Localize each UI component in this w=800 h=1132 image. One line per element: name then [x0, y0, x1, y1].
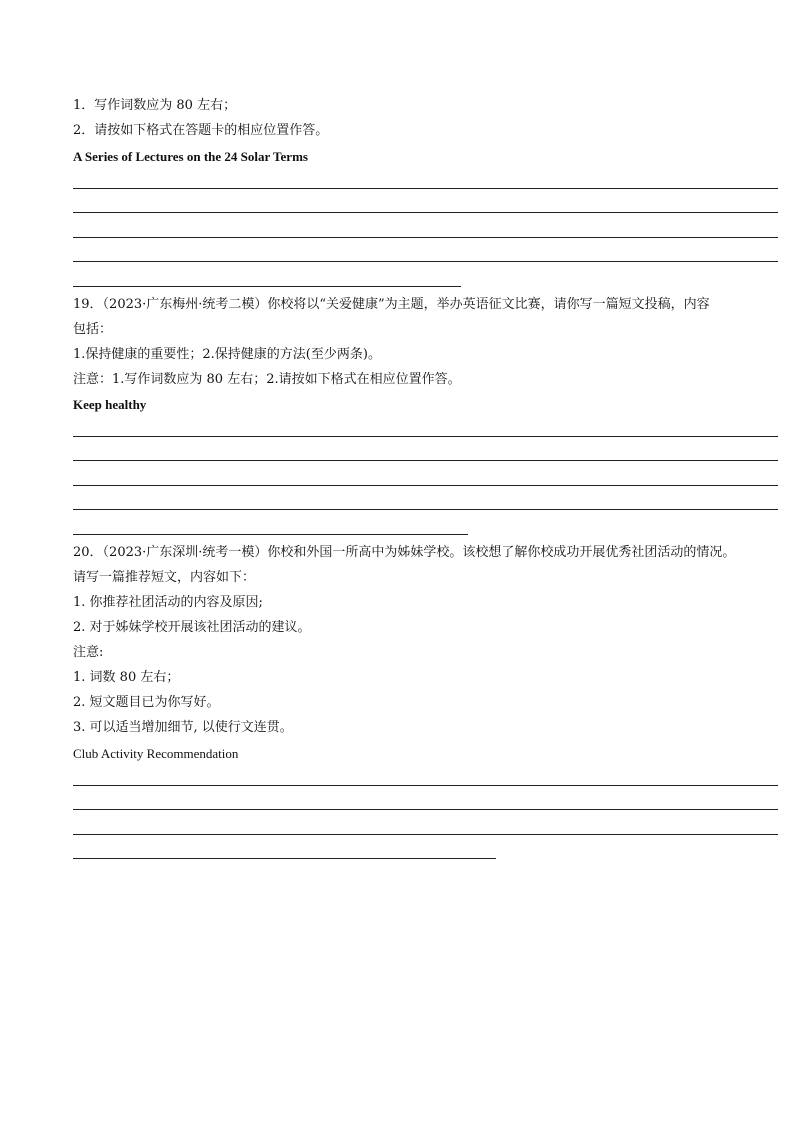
q19-prompt-line-2: 包括：	[73, 322, 113, 337]
essay-title-solar-terms: A Series of Lectures on the 24 Solar Terms	[73, 149, 308, 164]
answer-line	[73, 485, 778, 486]
answer-line-short	[73, 534, 468, 535]
requirement-1: 1．写作词数应为 80 左右；	[73, 98, 237, 113]
q20-prompt-line-1: 20．（2023·广东深圳·统考一模）你校和外国一所高中为姊妹学校。该校想了解你校成功开展优秀社团活动的情况。	[73, 545, 736, 560]
q20-note-label: 注意:	[73, 645, 104, 660]
answer-line	[73, 809, 778, 810]
answer-line	[73, 188, 778, 189]
answer-line	[73, 212, 778, 213]
answer-line	[73, 460, 778, 461]
q20-note-2: 2. 短文题目已为你写好。	[73, 695, 220, 710]
q20-note-3: 3. 可以适当增加细节, 以使行文连贯。	[73, 720, 293, 735]
q20-note-1: 1. 词数 80 左右；	[73, 670, 180, 685]
q20-point-1: 1. 你推荐社团活动的内容及原因;	[73, 595, 263, 610]
answer-line	[73, 834, 778, 835]
essay-title-club-activity: Club Activity Recommendation	[73, 746, 239, 761]
answer-line	[73, 261, 778, 262]
essay-title-keep-healthy: Keep healthy	[73, 397, 147, 412]
q19-note: 注意：1.写作词数应为 80 左右；2.请按如下格式在相应位置作答。	[73, 372, 461, 387]
q20-point-2: 2. 对于姊妹学校开展该社团活动的建议。	[73, 620, 311, 635]
requirement-2: 2．请按如下格式在答题卡的相应位置作答。	[73, 123, 329, 138]
q19-prompt-line-1: 19．（2023·广东梅州·统考二模）你校将以“关爱健康”为主题，举办英语征文比赛，请你写一篇短文投稿，内容	[73, 297, 710, 312]
answer-line	[73, 237, 778, 238]
answer-line	[73, 509, 778, 510]
answer-line	[73, 436, 778, 437]
answer-line-short	[73, 858, 496, 859]
answer-line	[73, 785, 778, 786]
q20-prompt-line-2: 请写一篇推荐短文，内容如下：	[73, 570, 256, 585]
q19-content-points: 1.保持健康的重要性；2.保持健康的方法(至少两条)。	[73, 347, 381, 362]
answer-line-short	[73, 286, 461, 287]
